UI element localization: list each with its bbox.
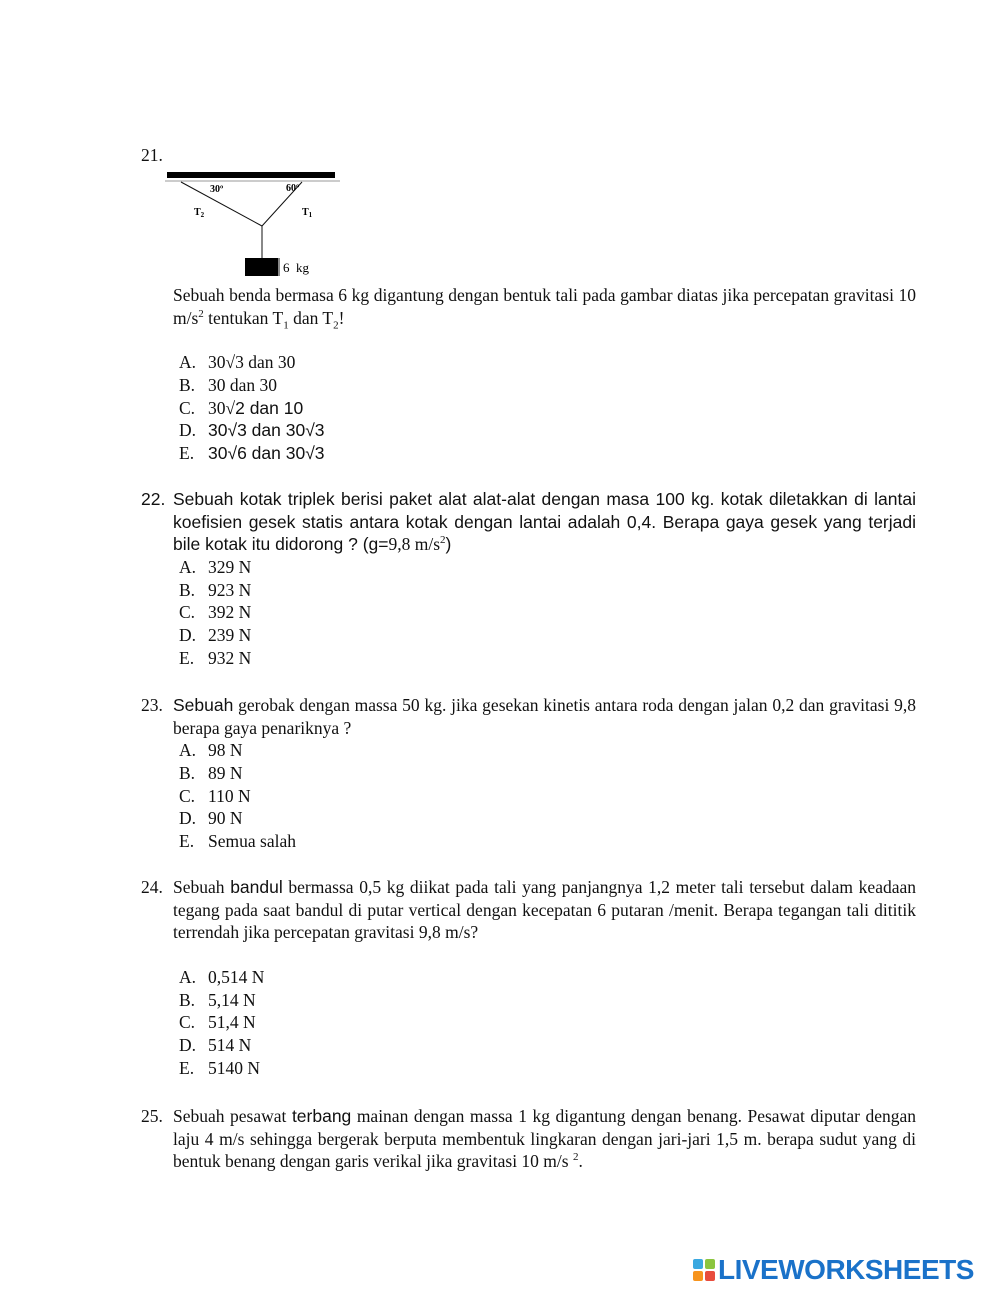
- question-24: [141, 876, 916, 1080]
- ceiling-beam: [167, 172, 335, 178]
- mass-label: 6 kg: [283, 260, 309, 275]
- option-c[interactable]: C. 110 N: [179, 785, 251, 806]
- question-23-text: Sebuah gerobak dengan massa 50 kg. jika gesekan kinetis antara roda dengan jalan 0,2 dan gravitasi 9,8 berapa gaya penariknya ?: [173, 695, 916, 738]
- liveworksheets-logo[interactable]: [693, 1255, 974, 1285]
- question-number: 25.: [141, 1106, 163, 1126]
- question-number: 23.: [141, 695, 163, 715]
- option-e[interactable]: E. Semua salah: [179, 831, 296, 852]
- mass-block: [245, 258, 278, 276]
- option-c[interactable]: C. 30√ 2 dan 10: [179, 397, 304, 418]
- option-d[interactable]: D. 90 N: [179, 808, 243, 829]
- option-a[interactable]: A. 30√3 dan 30: [179, 352, 296, 373]
- question-21-text: Sebuah benda bermasa 6 kg digantung dengan bentuk tali pada gambar diatas jika percepatan gravitasi 10 $m/s^2$ tentukan $T_1$ dan $T_2$!: [173, 285, 916, 332]
- option-d[interactable]: D. 239 N: [179, 625, 252, 646]
- t2-label: $T_2$: [194, 207, 205, 219]
- options-22: [179, 556, 916, 669]
- tension-diagram: [165, 168, 345, 285]
- hanging-mass-figure: [165, 168, 345, 280]
- question-number: 21.: [141, 145, 163, 165]
- question-21-body: [141, 284, 916, 465]
- option-c[interactable]: C. 392 N: [179, 602, 252, 623]
- option-a[interactable]: A. 329 N: [179, 557, 252, 578]
- logo-grid-icon: [693, 1259, 715, 1281]
- question-22: [141, 488, 916, 670]
- options-23: [179, 739, 916, 852]
- question-number: 24.: [141, 877, 163, 897]
- question-number: 22.: [141, 489, 166, 509]
- option-b[interactable]: B. 30 dan 30: [179, 375, 278, 396]
- option-e[interactable]: E. 932 N: [179, 647, 252, 668]
- question-23: [141, 694, 916, 853]
- option-e[interactable]: E. 5140 N: [179, 1057, 261, 1078]
- option-b[interactable]: B. 923 N: [179, 579, 252, 600]
- question-25-text: Sebuah pesawat terbang mainan dengan massa 1 kg digantung dengan benang. Pesawat diputar dengan laju 4 m/s sehingga bergerak berputa membentuk lingkaran dengan jari-jari 1,5 m. berapa sudut yang di bentuk benang dengan garis verikal jika gravitasi 10 m/s $^2$.: [173, 1106, 916, 1172]
- option-a[interactable]: A. 0,514 N: [179, 967, 265, 988]
- options-24: [179, 966, 916, 1079]
- angle-left-label: 30º: [210, 184, 224, 195]
- options-21: [179, 351, 916, 464]
- option-b[interactable]: B. 89 N: [179, 763, 243, 784]
- angle-right-label: 60º: [286, 183, 300, 194]
- question-22-text: Sebuah kotak triplek berisi paket alat alat-alat dengan masa 100 kg. kotak diletakkan di lantai koefisien gesek statis antara kotak dengan lantai adalah 0,4. Berapa gaya gesek yang terjadi bile kotak itu didorong ? (g=9,8 $m/s^2$): [173, 489, 916, 555]
- option-e[interactable]: E. 30√6 dan 30√3: [179, 443, 325, 464]
- option-c[interactable]: C. 51,4 N: [179, 1012, 256, 1033]
- question-24-text: Sebuah bandul bermassa 0,5 kg diikat pada tali yang panjangnya 1,2 meter tali tersebut dalam keadaan tegang pada saat bandul di putar vertical dengan kecepatan 6 putaran /menit. Berapa tegangan tali dititik terrendah jika percepatan gravitasi 9,8 m/s?: [173, 877, 916, 943]
- t1-label: $T_1$: [302, 207, 313, 219]
- logo-text: LIVEWORKSHEETS: [718, 1254, 974, 1285]
- option-d[interactable]: D. 514 N: [179, 1035, 252, 1056]
- option-d[interactable]: D. 30√3 dan 30√3: [179, 420, 325, 441]
- option-b[interactable]: B. 5,14 N: [179, 989, 256, 1010]
- question-25: [141, 1105, 916, 1173]
- option-a[interactable]: A. 98 N: [179, 740, 243, 761]
